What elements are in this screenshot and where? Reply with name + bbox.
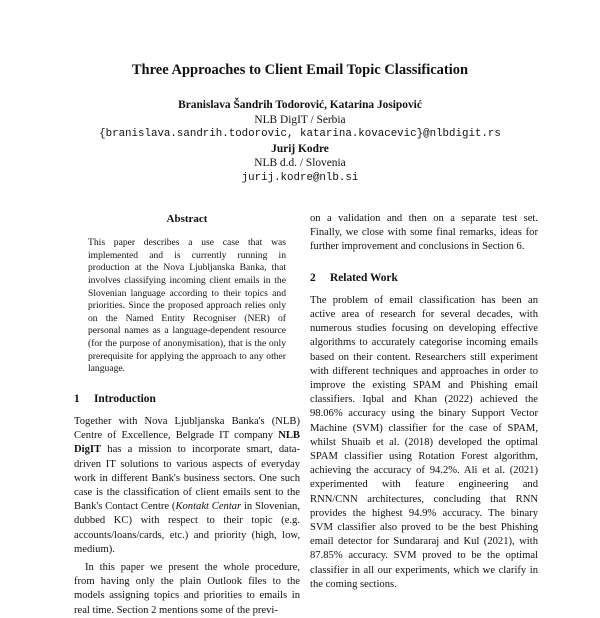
section-2-heading: [310, 271, 538, 285]
intro-p1-text-c: in Slovenian, dubbed KC) with respect to their topic (e.g. accounts/loans/cards, etc.) and priority (high, low, medium).: [74, 501, 300, 555]
abstract-heading: Abstract: [166, 213, 208, 225]
intro-p1-text-b: has a mission to incorporate smart, data-driven IT solutions to various aspects of everyday work in different Bank's business sectors. One such case is the classification of client emails sent to the Bank's Contact Centre (: [74, 444, 300, 513]
related-work-paragraph: The problem of email classification has been an active area of research for several decades, with numerous studies focusing on developing effective algorithms to accurately categorise incoming emails based on their content. Researchers still experiment with different techniques and approaches in order to improve the existing SPAM and Phishing email classifiers. Iqbal and Khan (2022) achieved the 98.06% accuracy using the binary Support Vector Machine (SVM) classifier for the case of SPAM, whilst Shuaib et al. (2018) developed the optimal SPAM classifier using Rotation Forest algorithm, achieving the accuracy of 94.2%. Ali et al. (2021) experimented with feature engineering and RNN/CNN architectures, concluding that RNN provides the highest 94.9% accuracy. The binary SVM classifier also proved to be the best Phishing email detector for Sundararaj and Kul (2021), with 87.85% accuracy. SVM proved to be the optimal classifier in all our experiments, which we clarify in the coming sections.: [310, 294, 538, 590]
intro-paragraph-2-continued: on a validation and then on a separate test set. Finally, we close with some final remarks, ideas for further improvement and conclusions in Section 6.: [310, 213, 538, 253]
section-1-heading: [74, 392, 300, 406]
abstract-body: This paper describes a use case that was implemented and is currently running in production at the Nova Ljubljanska Banka, that involves classifying incoming client emails in the Slovenian language according to their topics and priorities. Since the proposed approach relies only on the Named Entity Recogniser (NER) of personal names as a language-dependent resource (for the purpose of anonymisation), that is the only prerequisite for applying the approach to any other language.: [88, 237, 286, 375]
left-column: [74, 212, 300, 618]
affiliation-1: NLB DigIT / Serbia: [254, 113, 346, 126]
affiliation-2: NLB d.d. / Slovenia: [254, 157, 346, 170]
author-emails-1: {branislava.sandrih.todorovic, katarina.kovacevic}@nlbdigit.rs: [99, 128, 501, 141]
intro-p1-bold: NLB DigIT: [74, 430, 300, 456]
author-names-2: Jurij Kodre: [271, 142, 329, 155]
paper-title: Three Approaches to Client Email Topic Classification: [131, 62, 469, 78]
section-1-title: Introduction: [94, 392, 156, 405]
right-column: [310, 212, 538, 592]
intro-paragraph-2: In this paper we present the whole procedure, from having only the plain Outlook files to the models assigning topics and priorities to emails in real time. Section 2 mentions some of the previ-: [74, 561, 300, 616]
author-block: [0, 98, 600, 186]
section-1-number: 1: [74, 392, 80, 405]
intro-p1-text-a: Together with Nova Ljubljanska Banka's (NLB) Centre of Excellence, Belgrade IT company: [74, 415, 300, 442]
section-2-number: 2: [310, 271, 316, 284]
author-email-2: jurij.kodre@nlb.si: [241, 171, 359, 184]
intro-paragraph-1: [74, 415, 300, 557]
intro-p1-italic: Kontakt Centar: [175, 501, 242, 513]
section-2-title: Related Work: [330, 271, 398, 284]
author-names-1: Branislava Šandrih Todorović, Katarina Josipović: [178, 99, 422, 111]
